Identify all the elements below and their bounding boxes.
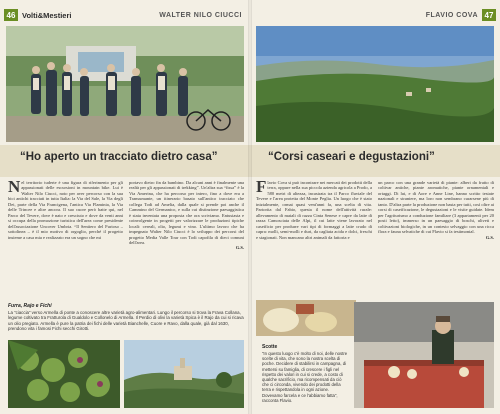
caption-text: La “ciaccia” verso Armella di ponte a conoscere altre varietà agro-alimentari. Lungo il percorso si trova la Frava Collana, legume coltivato tra Fratturola di Gualdolo e Collonelo di Armella. Il Perdio di olivi la varietà Spica è il Rajo da cui si ricava un olio pregiato. Armella è pure la patria dei fichi delle varietà Bianchelle, Cuore e Ravo, dalla quale, già dal 1630, prendono vita i famosi Fichi secchi Girotti. bbox=[8, 310, 244, 331]
pull-quote: “Ho aperto un tracciato dietro casa” bbox=[20, 151, 218, 163]
body-text: el territorio tuderte è una figura di riferimento per gli appassionati delle escursioni in mountain bike. Lui è Walter Nilo Ciucci, noto per aver percorso con la sua bici antichi tracciati in tutta Italia: la Via del Sale, la Via degli Dei, parte della Via Francigena, l'antica Via Flaminia, la Via delle Trincee e altre ancora. Il suo cuore però batte qui, nel Parco del Tevere, dove è nato e cresciuto e dove da venti anni si occupa della promozione turistica dell'area come presidente dell'associazione Uncover Umbria. “Il Sentiero del Furioso – sottolinea – è il mio motivo di orgoglio, perché il progetto insieme a casa mia e realizzato era un sogno che mi bbox=[8, 180, 123, 240]
gutter-shadow bbox=[248, 0, 252, 414]
left-page-header bbox=[4, 8, 248, 22]
body-text: portavo dietro fin da bambino. Da alcuni anni è finalmente una realtà per gli appassionati di trekking”. Un'altra sua “fissa” è la Via Amerina, che ha percorso per intero, fino a dove era a Transumante, un itinerario basato sull'antico tracciato che collega Todi ad Amelia, dalla quale si prende poi anche il Cammino del Germanico, e sulla cui distinzione paesaggistica è stata inventata una proposta che ora scriviamo. Entusiasta e coinvolgente in progetti per valorizzare le produzioni tipiche locali: cereali, olio, legumi e vino. L'ultimo lavoro che ha impegnato Walter Nilo Ciucci è lo sviluppo dei percorsi del progetto Media Valle Tour con Todi capofila di dieci comuni dell'area. bbox=[129, 180, 244, 245]
header-name: FLAVIO COVA bbox=[425, 11, 478, 19]
body-columns bbox=[8, 180, 244, 293]
drop-cap: N bbox=[8, 180, 21, 196]
signature: G.S. bbox=[485, 234, 494, 240]
page-number: 46 bbox=[4, 9, 18, 21]
body-column-1 bbox=[8, 180, 123, 293]
scotte-title: Scotte bbox=[262, 344, 278, 350]
bike-group-photo bbox=[6, 26, 244, 142]
landscape-photo bbox=[256, 26, 494, 142]
section-title: Volti&Mestieri bbox=[22, 10, 72, 20]
caption-title: Furra, Rajo e Fichi bbox=[8, 303, 52, 309]
body-text: lavio Cova si può incontrare nei mercati dei prodotti della terra, oppure nella sua piccola azienda agricola a Prodo, a 580 metri di altezza, incastrata tra il Parco fluviale del Tevere e l'area protetta del Monte Peglia. Un luogo che è stato inizialmente, ormai quasi vent'anni fa, una scelta di vita. Partorita dal Fabio, questa il nome dell'attività rurale: allevamento di maiali di razza Cinta Senese e capre da latte di razza Camosciata delle Alpi, il cui latte viene lavorato nel caseificio per produrre vari tipi di formaggi a latte crudo di capra: molli, semi-molli e duri, da cagliata acida e dolci, freschi e stagionati. Non mancano altri animali da fattoria e bbox=[256, 180, 372, 240]
figs-photo bbox=[8, 340, 120, 408]
right-page bbox=[250, 0, 500, 414]
body-column-1 bbox=[256, 180, 372, 293]
body-text: un parco con una grande varietà di piante: alberi da frutto di coltivar antiche, piante aromatiche, piante ornamentali e ortaggi. Di lui, e di Aore e Anne Line, hanno scritto testate nazionali e straniere, ma loro non sembrano curarsene più di tanto. D'altra parte la produzione non basta per tutti, così oltre ai corsi di caseificazione, le degustazioni e le visite guidate. Idem per l'agriturismo a conduzione familiare (3 appartamenti per 20 posti letto), immerso in un paesaggio di boschi, uliveti e coltivazioni biologiche, in un contesto selvaggio con una ricca flora e fauna selvatiche di cui Flavio si fa testimonial. bbox=[378, 180, 494, 235]
body-column-2 bbox=[378, 180, 494, 293]
signature: G.S. bbox=[235, 245, 244, 251]
drop-cap: F bbox=[256, 180, 267, 196]
scotte-text: “In questo luogo c'è molto di noi, delle nostre scelte di vita, che sono la nostra scelta di poche. Decidere di stabilirsi in campagna, di mettersi su famiglia, di crescere i figli nel rispetto dei valori in cui si crede, a costo di qualche sacrificio, ma ricompensati da ciò che ci circonda, vivendo dei prodotti della terra e rispettandola in ogni azione. Dovevamo farcela e ce l'abbiamo fatta”, racconta Flavio. bbox=[262, 351, 348, 403]
body-column-2 bbox=[129, 180, 244, 293]
pull-quote: “Corsi caseari e degustazioni” bbox=[268, 151, 435, 163]
right-page-header bbox=[252, 8, 496, 22]
cheese-photo bbox=[256, 300, 356, 336]
page-number: 47 bbox=[482, 9, 496, 21]
header-name: WALTER NILO CIUCCI bbox=[159, 11, 242, 19]
hilltown-photo bbox=[124, 340, 244, 408]
body-columns bbox=[256, 180, 494, 293]
farmer-photo bbox=[354, 302, 494, 408]
